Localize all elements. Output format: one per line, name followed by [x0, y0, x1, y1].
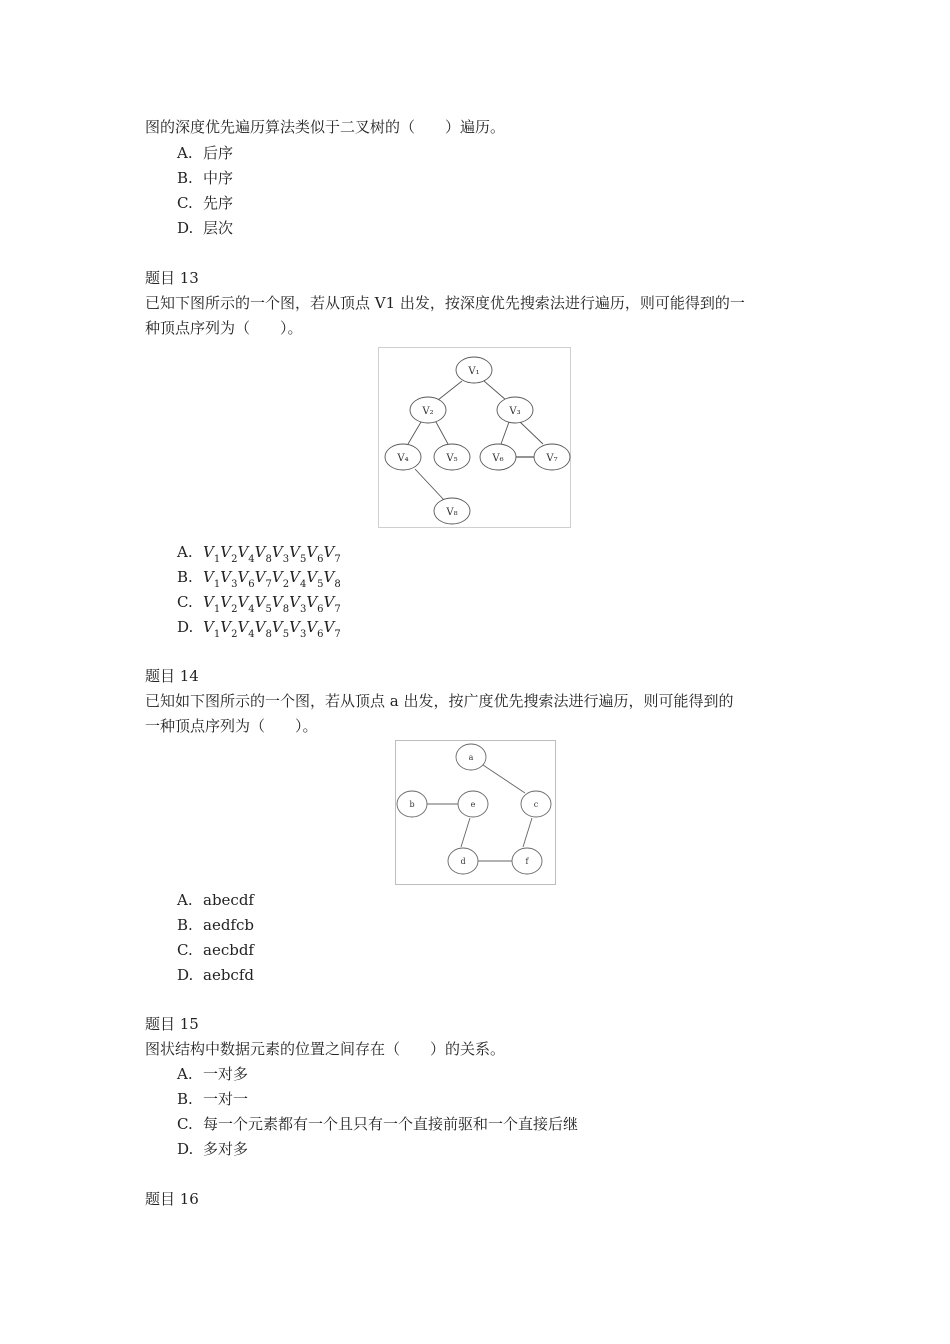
node-v6-label: V₆ [492, 453, 504, 464]
vertex-v: V [237, 568, 249, 586]
vertex-v: V [254, 618, 266, 636]
node-e-label: e [470, 800, 476, 809]
option-letter: A. [177, 144, 193, 162]
vertex-sequence [203, 543, 341, 565]
option-letter: B. [177, 916, 193, 934]
node-a-label: a [468, 753, 474, 762]
option-text: abecdf [203, 891, 254, 909]
vertex-index: 5 [317, 579, 324, 590]
vertex-index: 4 [299, 579, 307, 590]
option-letter: D. [177, 966, 194, 984]
option-text: 后序 [203, 144, 234, 162]
vertex-index: 3 [299, 604, 307, 615]
option-text: aebcfd [203, 966, 254, 984]
vertex-v: V [254, 543, 266, 561]
q12-option-d[interactable] [177, 217, 233, 239]
option-letter: C. [177, 941, 193, 959]
question-16-title: 题目 16 [145, 1190, 199, 1208]
question-13-title: 题目 13 [145, 269, 199, 287]
option-text: 先序 [203, 194, 234, 212]
vertex-v: V [254, 593, 266, 611]
option-letter: A. [177, 543, 193, 561]
vertex-v: V [289, 568, 300, 586]
option-text: 每一个元素都有一个且只有一个直接前驱和一个直接后继 [203, 1115, 579, 1133]
vertex-v: V [323, 593, 335, 611]
vertex-v: V [323, 568, 335, 586]
q12-option-c[interactable] [177, 192, 233, 214]
vertex-v: V [254, 568, 266, 586]
option-text: 一对一 [203, 1090, 249, 1108]
vertex-v: V [220, 618, 232, 636]
vertex-v: V [237, 593, 249, 611]
q14-option-c[interactable] [177, 939, 254, 961]
node-b-label: b [409, 800, 415, 809]
question-15-title: 题目 15 [145, 1015, 199, 1033]
vertex-index: 5 [265, 604, 272, 615]
option-text: aecbdf [203, 941, 254, 959]
q13-graph-svg [378, 347, 571, 528]
node-c-label: c [533, 800, 539, 809]
q14-option-d[interactable] [177, 964, 254, 986]
question-13-stem-line1: 已知下图所示的一个图，若从顶点 V1 出发，按深度优先搜索法进行遍历，则可能得到的一 [145, 294, 745, 312]
option-text: aedfcb [203, 916, 254, 934]
vertex-v: V [220, 568, 232, 586]
option-letter: D. [177, 1140, 194, 1158]
vertex-index: 3 [299, 629, 307, 640]
option-letter: B. [177, 169, 193, 187]
vertex-index: 1 [213, 579, 221, 590]
vertex-index: 7 [334, 554, 341, 565]
vertex-v: V [306, 543, 318, 561]
vertex-v: V [237, 618, 249, 636]
node-v8-label: V₈ [446, 507, 458, 518]
vertex-v: V [220, 543, 232, 561]
vertex-v: V [237, 543, 249, 561]
vertex-index: 7 [334, 629, 341, 640]
option-text: 层次 [203, 219, 234, 237]
vertex-v: V [271, 618, 283, 636]
question-12-stem: 图的深度优先遍历算法类似于二叉树的（ ）遍历。 [145, 118, 506, 136]
vertex-sequence [203, 593, 341, 615]
vertex-v: V [323, 618, 335, 636]
vertex-index: 6 [317, 629, 324, 640]
node-v3-label: V₃ [509, 406, 521, 417]
vertex-index: 8 [265, 629, 272, 640]
q15-option-d[interactable] [177, 1138, 248, 1160]
vertex-v: V [289, 618, 300, 636]
vertex-index: 7 [334, 604, 341, 615]
vertex-v: V [289, 543, 300, 561]
vertex-sequence [203, 568, 341, 590]
vertex-index: 5 [299, 554, 307, 565]
vertex-index: 4 [248, 629, 255, 640]
vertex-index: 1 [213, 604, 221, 615]
vertex-v: V [203, 618, 214, 636]
vertex-v: V [203, 568, 214, 586]
option-letter: C. [177, 593, 193, 611]
question-14-stem-line2: 一种顶点序列为（ ）。 [145, 717, 318, 735]
option-letter: C. [177, 194, 193, 212]
vertex-index: 1 [213, 554, 221, 565]
vertex-index: 6 [317, 604, 324, 615]
node-v1-label: V₁ [468, 366, 480, 377]
option-letter: C. [177, 1115, 193, 1133]
q13-graph-figure [378, 347, 571, 528]
option-text: 中序 [203, 169, 234, 187]
vertex-index: 1 [213, 629, 221, 640]
vertex-v: V [323, 543, 335, 561]
node-v7-label: V₇ [546, 453, 558, 464]
vertex-index: 4 [248, 554, 255, 565]
vertex-v: V [220, 593, 232, 611]
q14-option-b[interactable] [177, 914, 254, 936]
vertex-index: 2 [231, 604, 238, 615]
vertex-index: 2 [231, 629, 238, 640]
option-letter: B. [177, 1090, 193, 1108]
vertex-index: 6 [317, 554, 324, 565]
q15-option-c[interactable] [177, 1113, 578, 1135]
vertex-v: V [306, 618, 318, 636]
q13-option-d[interactable] [177, 616, 341, 646]
node-v5-label: V₅ [446, 453, 458, 464]
option-letter: B. [177, 568, 193, 586]
vertex-index: 5 [282, 629, 290, 640]
vertex-v: V [271, 568, 283, 586]
option-letter: D. [177, 618, 194, 636]
q15-option-a[interactable] [177, 1063, 248, 1085]
option-letter: D. [177, 219, 194, 237]
vertex-index: 2 [231, 554, 238, 565]
q14-graph-svg [395, 740, 556, 885]
q12-option-b[interactable] [177, 167, 233, 189]
vertex-v: V [203, 543, 214, 561]
node-d-label: d [460, 857, 466, 866]
vertex-v: V [289, 593, 300, 611]
option-text: 多对多 [203, 1140, 249, 1158]
vertex-index: 4 [248, 604, 255, 615]
node-v2-label: V₂ [422, 406, 434, 417]
vertex-index: 8 [282, 604, 290, 615]
vertex-index: 8 [265, 554, 272, 565]
node-f-label: f [525, 857, 529, 866]
vertex-index: 6 [248, 579, 255, 590]
vertex-v: V [306, 568, 318, 586]
q15-option-b[interactable] [177, 1088, 248, 1110]
question-14-stem-line1: 已知如下图所示的一个图，若从顶点 a 出发，按广度优先搜索法进行遍历，则可能得到的 [145, 692, 734, 710]
vertex-v: V [271, 593, 283, 611]
question-13-stem-line2: 种顶点序列为（ ）。 [145, 319, 303, 337]
option-letter: A. [177, 891, 193, 909]
vertex-index: 3 [282, 554, 290, 565]
vertex-sequence [203, 618, 341, 640]
q12-option-a[interactable] [177, 142, 233, 164]
vertex-index: 8 [334, 579, 341, 590]
option-letter: A. [177, 1065, 193, 1083]
vertex-index: 3 [231, 579, 238, 590]
vertex-v: V [271, 543, 283, 561]
question-14-title: 题目 14 [145, 667, 199, 685]
question-15-stem: 图状结构中数据元素的位置之间存在（ ）的关系。 [145, 1040, 506, 1058]
vertex-index: 2 [282, 579, 290, 590]
option-text: 一对多 [203, 1065, 249, 1083]
q14-graph-figure [395, 740, 556, 885]
vertex-index: 7 [265, 579, 272, 590]
q14-option-a[interactable] [177, 889, 254, 911]
vertex-v: V [306, 593, 318, 611]
vertex-v: V [203, 593, 214, 611]
node-v4-label: V₄ [397, 453, 409, 464]
